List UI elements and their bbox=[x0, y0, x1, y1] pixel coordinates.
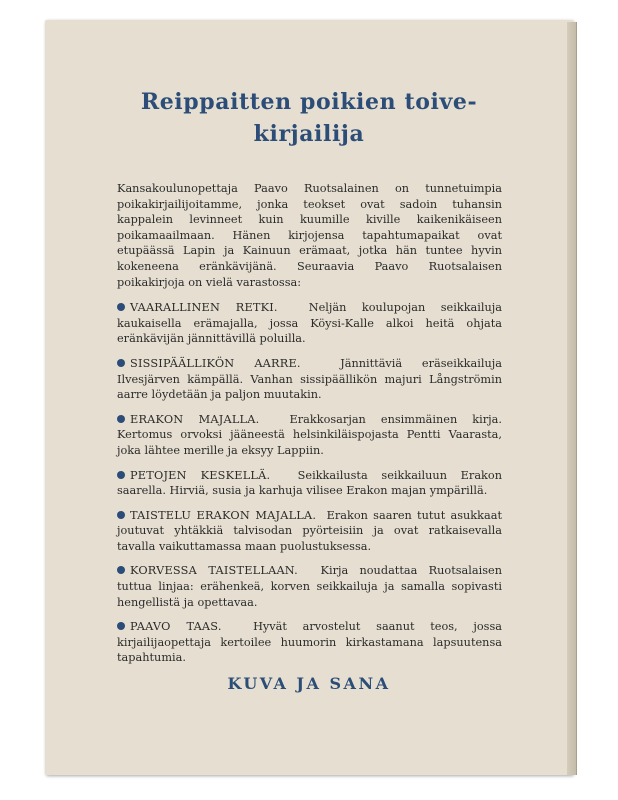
bullet-icon bbox=[117, 303, 125, 311]
book-list-item bbox=[117, 563, 502, 610]
cover-title-line-1: Reippaitten poikien toive- bbox=[140, 89, 478, 115]
bullet-icon bbox=[117, 511, 125, 519]
bullet-icon bbox=[117, 359, 125, 367]
book-list-item bbox=[117, 508, 502, 555]
bullet-icon bbox=[117, 415, 125, 423]
publisher-name: KUVA JA SANA bbox=[227, 674, 391, 693]
book-title: VAARALLINEN RETKI. bbox=[130, 301, 278, 315]
book-description: Hyvät arvostelut saanut teos, jossa kirjailijaopettaja kertoilee huumorin kirkastamana lapsuutensa tapahtumia. bbox=[117, 620, 502, 665]
book-description: Seikkailusta seikkailuun Erakon saarella. Hirviä, susia ja karhuja vilisee Erakon majan ympärillä. bbox=[117, 468, 502, 498]
blurb-content bbox=[117, 181, 502, 675]
cover-title-line-2: kirjailija bbox=[253, 121, 365, 147]
book-title: PETOJEN KESKELLÄ. bbox=[130, 468, 271, 482]
bullet-icon bbox=[117, 622, 125, 630]
intro-paragraph: Kansakoulunopettaja Paavo Ruotsalainen on tunnetuimpia poikakirjailijoitamme, jonka teokset ovat sadoin tuhansin kappalein levinneet kuin kuumille kiville kaikenikäiseen poikamaailmaan. Hänen kirjojensa tapahtumapaikat ovat etupäässä Lapin ja Kainuun erämaat, jotka hän tuntee hyvin kokeneena eränkävijänä. Seuraavia Paavo Ruotsalaisen poikakirjoja on vielä varastossa: bbox=[117, 182, 502, 289]
book-list-item bbox=[117, 300, 502, 347]
book-description: Kirja noudattaa Ruotsalaisen tuttua linjaa: erähenkeä, korven seikkailuja ja samalla sopivasti hengellistä ja opettavaa. bbox=[117, 564, 503, 609]
cover-title bbox=[45, 86, 573, 150]
book-list-item bbox=[117, 619, 502, 666]
book-title: ERAKON MAJALLA. bbox=[130, 412, 260, 426]
book-title: KORVESSA TAISTELLAAN. bbox=[130, 564, 298, 578]
book-list-item bbox=[117, 412, 502, 459]
book-description: Erakon saaren tutut asukkaat joutuvat yhtäkkiä talvisodan pyörteisiin ja ovat ratkaisevalla tavalla vaikuttamassa maan puolustuksessa. bbox=[117, 508, 502, 553]
bullet-icon bbox=[117, 471, 125, 479]
book-description: Erakkosarjan ensimmäinen kirja. Kertomus orvoksi jääneestä helsinkiläispojasta Pentti Vaarasta, joka lähtee merille ja eksyy Lappiin. bbox=[117, 412, 502, 457]
book-list-item bbox=[117, 468, 502, 499]
book-title: SISSIPÄÄLLIKÖN AARRE. bbox=[130, 356, 301, 370]
book-description: Neljän koulupojan seikkailuja kaukaisella erämajalla, jossa Köysi-Kalle alkoi heitä ohjata eränkävijän jännittävillä poluilla. bbox=[117, 301, 503, 346]
book-title: PAAVO TAAS. bbox=[130, 620, 222, 634]
bullet-icon bbox=[117, 566, 125, 574]
book-list-item bbox=[117, 356, 502, 403]
book-description: Jännittäviä eräseikkailuja Ilvesjärven kämpällä. Vanhan sissipäällikön majuri Långströmin aarre löydetään ja paljon muutakin. bbox=[117, 356, 502, 402]
book-title: TAISTELU ERAKON MAJALLA. bbox=[130, 508, 317, 522]
